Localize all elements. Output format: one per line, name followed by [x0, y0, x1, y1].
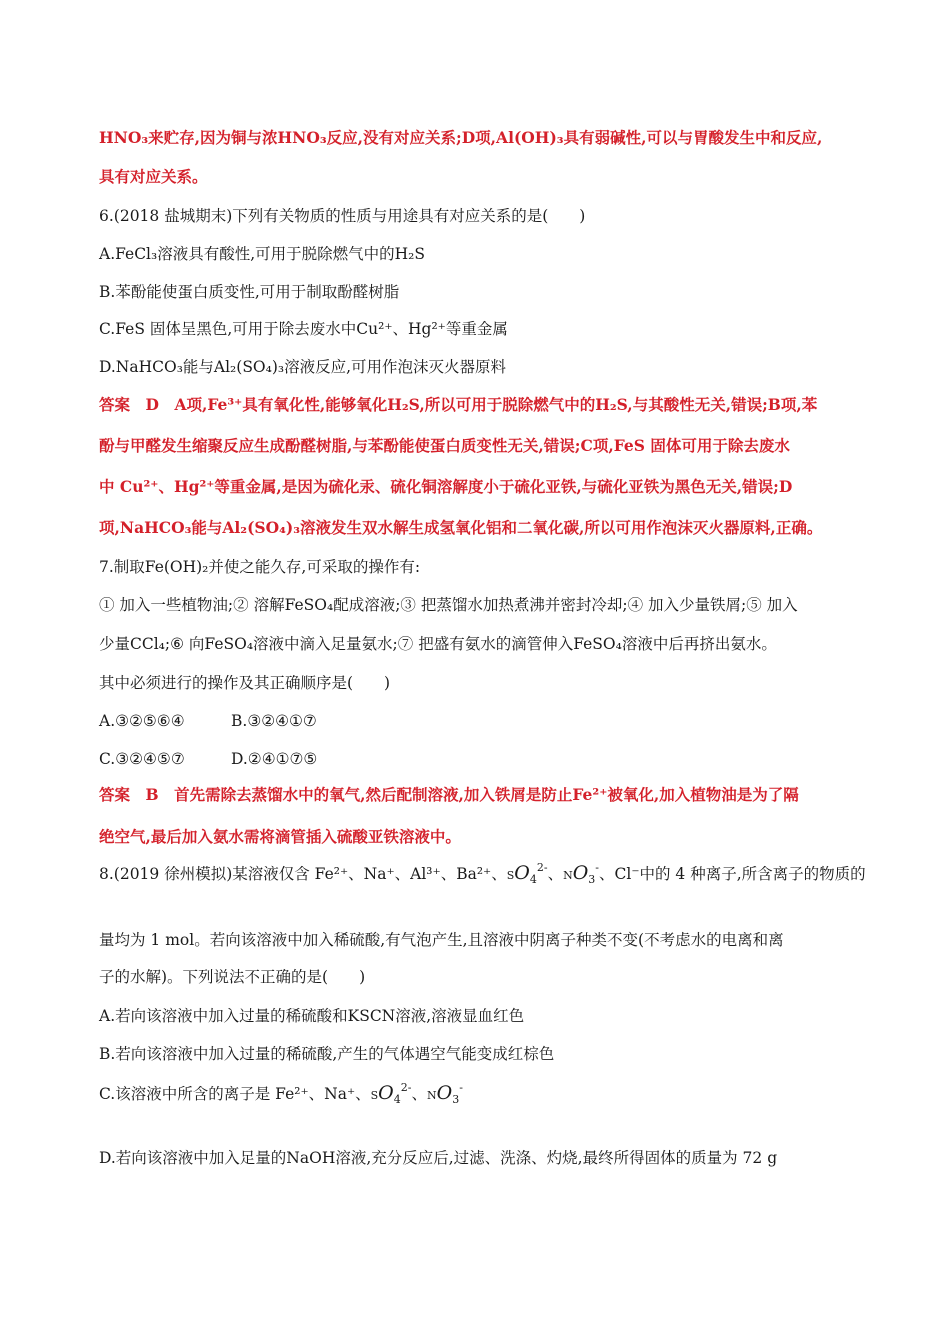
question-7-answer: 答案 B 首先需除去蒸馏水中的氧气,然后配制溶液,加入铁屑是防止Fe²⁺被氧化,加入植物油是为了隔 [99, 785, 799, 804]
nitrate-ion-formula: $NO_3^-$ [563, 861, 599, 886]
sulfate-ion-formula: $SO_4^{2-}$ [370, 1081, 412, 1106]
question-8-stem-end: 、Cl⁻中的 4 种离子,所含离子的物质的 [599, 865, 866, 883]
question-7-option-c: C.③②④⑤⑦ [99, 750, 185, 768]
question-7-option-a: A.③②⑤⑥④ [99, 712, 185, 730]
question-7-steps: 少量CCl₄;⑥ 向FeSO₄溶液中滴入足量氨水;⑦ 把盛有氨水的滴管伸入FeSO₄溶液中后再挤出氨水。 [99, 635, 777, 653]
question-6-option-a: A.FeCl₃溶液具有酸性,可用于脱除燃气中的H₂S [99, 245, 426, 263]
question-8-stem-start: 8.(2019 徐州模拟)某溶液仅含 Fe²⁺、Na⁺、Al³⁺、Ba²⁺、 [99, 865, 507, 883]
question-7-steps: ① 加入一些植物油;② 溶解FeSO₄配成溶液;③ 把蒸馏水加热煮沸并密封冷却;④ 加入少量铁屑;⑤ 加入 [99, 596, 798, 614]
question-8-option-a: A.若向该溶液中加入过量的稀硫酸和KSCN溶液,溶液显血红色 [99, 1007, 525, 1025]
question-6-option-d: D.NaHCO₃能与Al₂(SO₄)₃溶液反应,可用作泡沫灭火器原料 [99, 358, 507, 376]
question-6-answer: 酚与甲醛发生缩聚反应生成酚醛树脂,与苯酚能使蛋白质变性无关,错误;C项,FeS 固体可用于除去废水 [99, 436, 790, 455]
answer-text-line: 具有对应关系。 [99, 167, 208, 186]
question-6-stem: 6.(2018 盐城期末)下列有关物质的性质与用途具有对应关系的是( ) [99, 207, 586, 225]
sulfate-ion-formula: $SO_4^{2-}$ [506, 861, 548, 886]
answer-text-line: HNO₃来贮存,因为铜与浓HNO₃反应,没有对应关系;D项,Al(OH)₃具有弱碱性,可以与胃酸发生中和反应, [99, 128, 823, 147]
question-8-stem: 量均为 1 mol。若向该溶液中加入稀硫酸,有气泡产生,且溶液中阴离子种类不变(不考虑水的电离和离 [99, 931, 784, 949]
question-8-option-c: C.该溶液中所含的离子是 Fe²⁺、Na⁺、$SO_4^{2-}$、$NO_3^-$ [99, 1081, 463, 1106]
question-6-answer: 项,NaHCO₃能与Al₂(SO₄)₃溶液发生双水解生成氢氧化铝和二氧化碳,所以可用作泡沫灭火器原料,正确。 [99, 518, 823, 537]
nitrate-ion-formula: $NO_3^-$ [426, 1081, 463, 1106]
question-7-answer: 绝空气,最后加入氨水需将滴管插入硫酸亚铁溶液中。 [99, 827, 461, 846]
question-8-stem: 子的水解)。下列说法不正确的是( ) [99, 968, 366, 986]
question-7-stem: 7.制取Fe(OH)₂并使之能久存,可采取的操作有: [99, 558, 421, 576]
question-7-option-b: B.③②④①⑦ [231, 712, 317, 730]
question-6-answer: 中 Cu²⁺、Hg²⁺等重金属,是因为硫化汞、硫化铜溶解度小于硫化亚铁,与硫化亚铁为黑色无关,错误;D [99, 477, 793, 496]
question-8-stem-line: 8.(2019 徐州模拟)某溶液仅含 Fe²⁺、Na⁺、Al³⁺、Ba²⁺、$SO_4^{2-}$、$NO_3^-$、Cl⁻中的 4 种离子,所含离子的物质的 [99, 861, 866, 886]
question-7-prompt: 其中必须进行的操作及其正确顺序是( ) [99, 674, 391, 692]
question-8-option-d: D.若向该溶液中加入足量的NaOH溶液,充分反应后,过滤、洗涤、灼烧,最终所得固体的质量为 72 g [99, 1149, 778, 1167]
question-8-option-b: B.若向该溶液中加入过量的稀硫酸,产生的气体遇空气能变成红棕色 [99, 1045, 555, 1063]
question-6-option-c: C.FeS 固体呈黑色,可用于除去废水中Cu²⁺、Hg²⁺等重金属 [99, 320, 508, 338]
question-7-option-d: D.②④①⑦⑤ [231, 750, 318, 768]
question-6-option-b: B.苯酚能使蛋白质变性,可用于制取酚醛树脂 [99, 283, 400, 301]
question-6-answer: 答案 D A项,Fe³⁺具有氧化性,能够氧化H₂S,所以可用于脱除燃气中的H₂S,与其酸性无关,错误;B项,苯 [99, 395, 818, 414]
